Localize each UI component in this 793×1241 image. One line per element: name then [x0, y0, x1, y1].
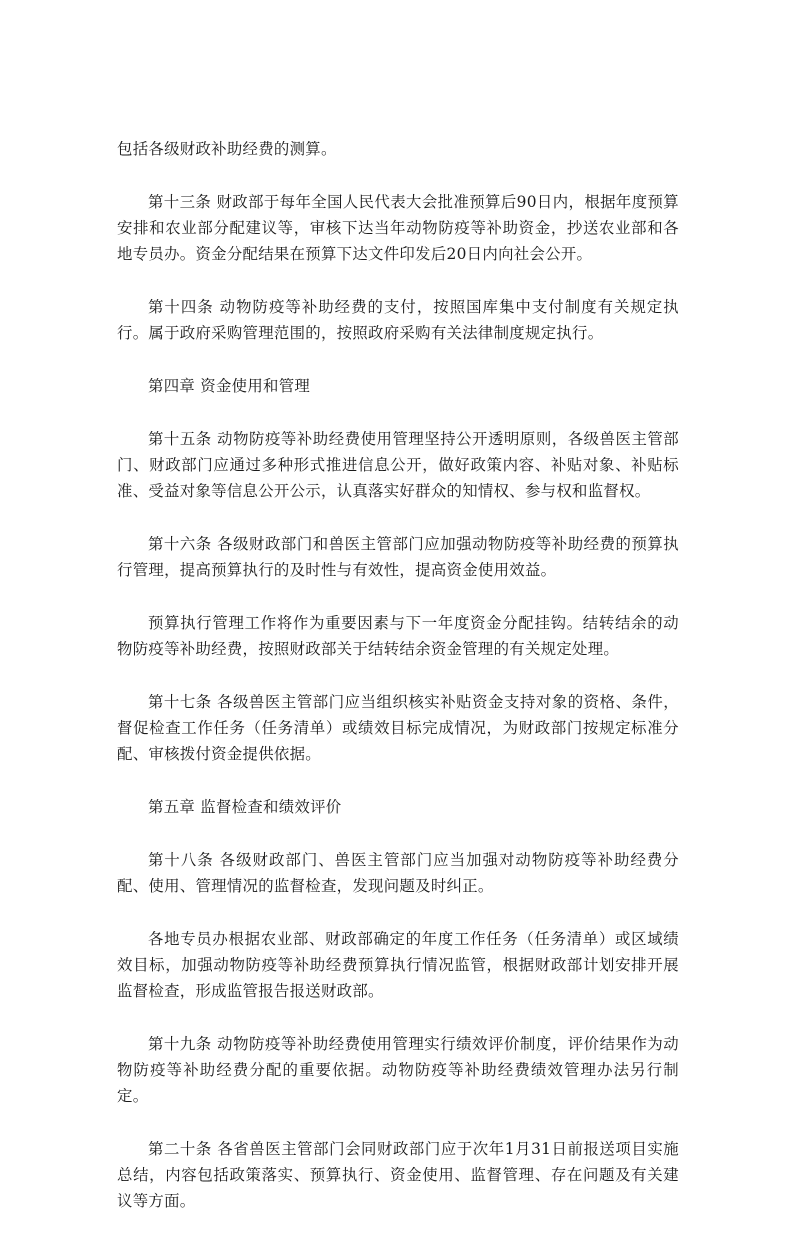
paragraph: 包括各级财政补助经费的测算。	[117, 140, 337, 158]
article-19: 第十九条 动物防疫等补助经费使用管理实行绩效评价制度，评价结果作为动物防疫等补助经费分配的重要依据。动物防疫等补助经费绩效管理办法另行制定。	[117, 1035, 679, 1105]
article-15: 第十五条 动物防疫等补助经费使用管理坚持公开透明原则，各级兽医主管部门、财政部门应通过多种形式推进信息公开，做好政策内容、补贴对象、补贴标准、受益对象等信息公开公示，认真落实好群众的知情权、参与权和监督权。	[117, 430, 679, 500]
article-20: 第二十条 各省兽医主管部门会同财政部门应于次年1月31日前报送项目实施总结，内容包括政策落实、预算执行、资金使用、监督管理、存在问题及有关建议等方面。	[117, 1140, 679, 1210]
chapter-4-heading: 第四章 资金使用和管理	[148, 377, 311, 395]
article-18-cont: 各地专员办根据农业部、财政部确定的年度工作任务（任务清单）或区域绩效目标，加强动物防疫等补助经费预算执行情况监管，根据财政部计划安排开展监督检查，形成监管报告报送财政部。	[117, 930, 679, 1000]
chapter-5-heading: 第五章 监督检查和绩效评价	[148, 798, 342, 816]
document-body	[117, 136, 679, 1241]
article-16: 第十六条 各级财政部门和兽医主管部门应加强动物防疫等补助经费的预算执行管理，提高预算执行的及时性与有效性，提高资金使用效益。	[117, 535, 679, 579]
article-18: 第十八条 各级财政部门、兽医主管部门应当加强对动物防疫等补助经费分配、使用、管理情况的监督检查，发现问题及时纠正。	[117, 851, 679, 895]
article-17: 第十七条 各级兽医主管部门应当组织核实补贴资金支持对象的资格、条件，督促检查工作任务（任务清单）或绩效目标完成情况，为财政部门按规定标准分配、审核拨付资金提供依据。	[117, 693, 679, 763]
article-16-cont: 预算执行管理工作将作为重要因素与下一年度资金分配挂钩。结转结余的动物防疫等补助经费，按照财政部关于结转结余资金管理的有关规定处理。	[117, 614, 679, 658]
article-13: 第十三条 财政部于每年全国人民代表大会批准预算后90日内，根据年度预算安排和农业部分配建议等，审核下达当年动物防疫等补助资金，抄送农业部和各地专员办。资金分配结果在预算下达文件印发后20日内向社会公开。	[117, 193, 679, 263]
article-14: 第十四条 动物防疫等补助经费的支付，按照国库集中支付制度有关规定执行。属于政府采购管理范围的，按照政府采购有关法律制度规定执行。	[117, 298, 679, 342]
